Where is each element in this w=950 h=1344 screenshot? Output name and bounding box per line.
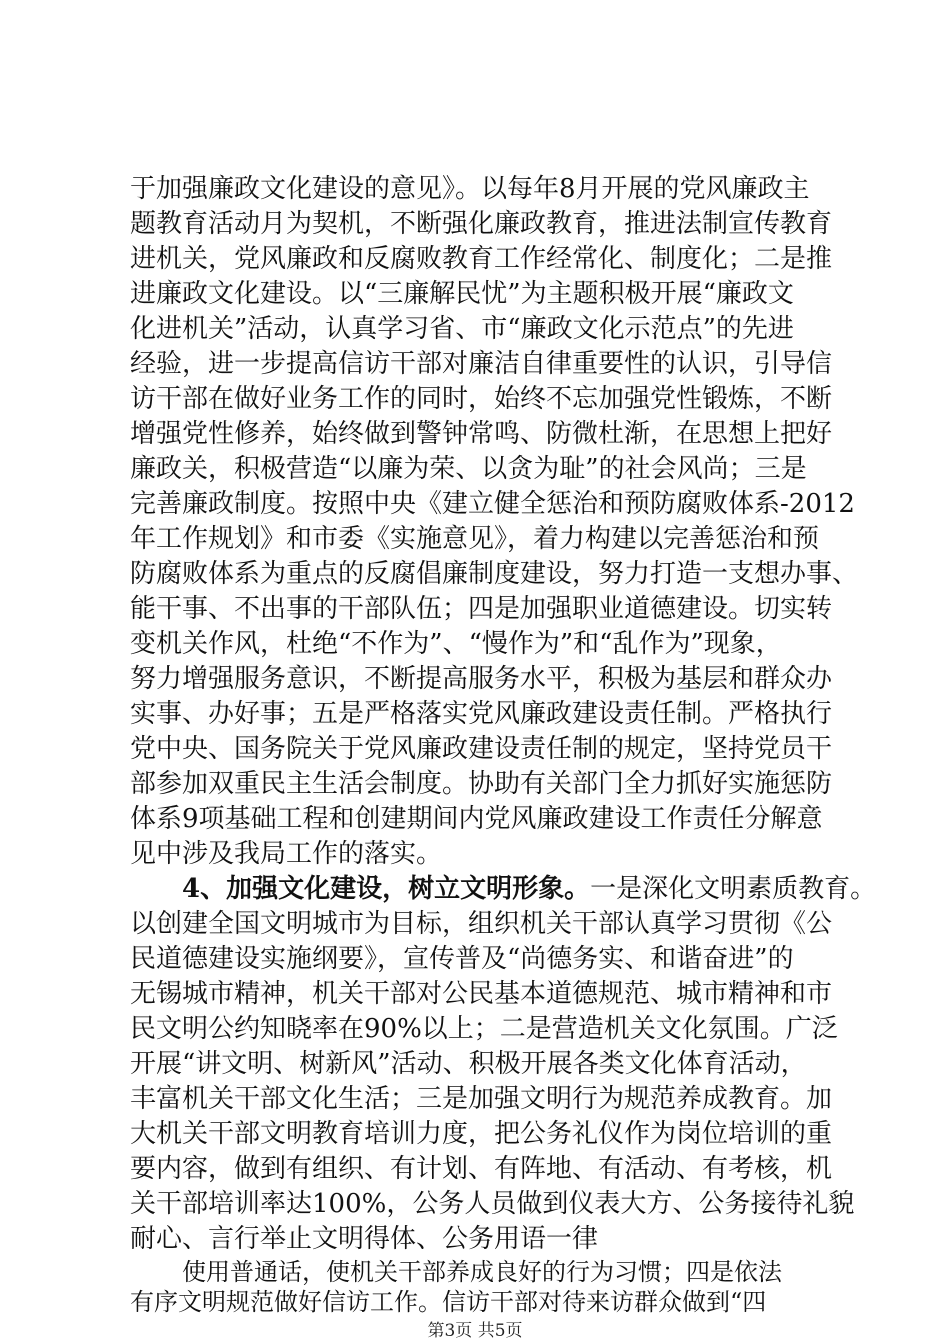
body-text-run: 一是深化文明素质教育。 (590, 874, 877, 904)
body-text-line: 民道德建设实施纲要》，宣传普及“尚德务实、和谐奋进”的 (130, 944, 794, 974)
body-text-line: 题教育活动月为契机，不断强化廉政教育，推进法制宣传教育 (130, 209, 833, 239)
body-text-line: 无锡城市精神，机关干部对公民基本道德规范、城市精神和市 (130, 979, 833, 1009)
body-text-line: 变机关作风，杜绝“不作为”、“慢作为”和“乱作为”现象， (130, 629, 782, 659)
body-text-line: 增强党性修养，始终做到警钟常鸣、防微杜渐，在思想上把好 (130, 419, 833, 449)
body-text-line: 丰富机关干部文化生活；三是加强文明行为规范养成教育。加 (130, 1084, 833, 1114)
body-text-line: 要内容，做到有组织、有计划、有阵地、有活动、有考核，机 (130, 1154, 833, 1184)
body-text-line: 完善廉政制度。按照中央《建立健全惩治和预防腐败体系-2012 (130, 489, 855, 519)
body-text-line: 进廉政文化建设。以“三廉解民忧”为主题积极开展“廉政文 (130, 279, 794, 309)
body-text-line: 能干事、不出事的干部队伍；四是加强职业道德建设。切实转 (130, 594, 833, 624)
body-text-line: 民文明公约知晓率在90%以上；二是营造机关文化氛围。广泛 (130, 1014, 838, 1044)
body-text-line: 使用普通话，使机关干部养成良好的行为习惯；四是依法 (182, 1258, 782, 1286)
section-heading-line (182, 872, 877, 906)
body-text-line: 关干部培训率达100%，公务人员做到仪表大方、公务接待礼貌 (130, 1189, 855, 1219)
body-text-line: 部参加双重民主生活会制度。协助有关部门全力抓好实施惩防 (130, 769, 833, 799)
body-text-line: 体系9项基础工程和创建期间内党风廉政建设工作责任分解意 (130, 804, 823, 834)
body-text-line: 实事、办好事；五是严格落实党风廉政建设责任制。严格执行 (130, 699, 833, 729)
body-text-line: 于加强廉政文化建设的意见》。以每年8月开展的党风廉政主 (130, 174, 810, 204)
body-text-line: 廉政关，积极营造“以廉为荣、以贪为耻”的社会风尚；三是 (130, 454, 807, 484)
body-text-line: 大机关干部文明教育培训力度，把公务礼仪作为岗位培训的重 (130, 1119, 833, 1149)
body-text-line: 访干部在做好业务工作的同时，始终不忘加强党性锻炼，不断 (130, 384, 833, 414)
body-text-line: 以创建全国文明城市为目标，组织机关干部认真学习贯彻《公 (130, 909, 833, 939)
body-text-line: 努力增强服务意识，不断提高服务水平，积极为基层和群众办 (130, 664, 833, 694)
page-number-footer: 第3页 共5页 (427, 1321, 523, 1341)
body-text-line: 化进机关”活动，认真学习省、市“廉政文化示范点”的先进 (130, 314, 794, 344)
body-text-line: 党中央、国务院关于党风廉政建设责任制的规定，坚持党员干 (130, 734, 833, 764)
body-text-line: 开展“讲文明、树新风”活动、积极开展各类文化体育活动， (130, 1049, 807, 1079)
body-text-line: 年工作规划》和市委《实施意见》，着力构建以完善惩治和预 (130, 524, 820, 554)
body-text-line: 耐心、言行举止文明得体、公务用语一律 (130, 1224, 599, 1254)
section-heading: 4、加强文化建设，树立文明形象。 (182, 874, 591, 904)
body-text-line: 见中涉及我局工作的落实。 (130, 839, 443, 869)
body-text-line: 防腐败体系为重点的反腐倡廉制度建设，努力打造一支想办事、 (130, 559, 859, 589)
body-text-line: 经验，进一步提高信访干部对廉洁自律重要性的认识，引导信 (130, 349, 833, 379)
body-text-line: 有序文明规范做好信访工作。信访干部对待来访群众做到“四 (130, 1288, 767, 1316)
body-text-line: 进机关，党风廉政和反腐败教育工作经常化、制度化；二是推 (130, 244, 833, 274)
